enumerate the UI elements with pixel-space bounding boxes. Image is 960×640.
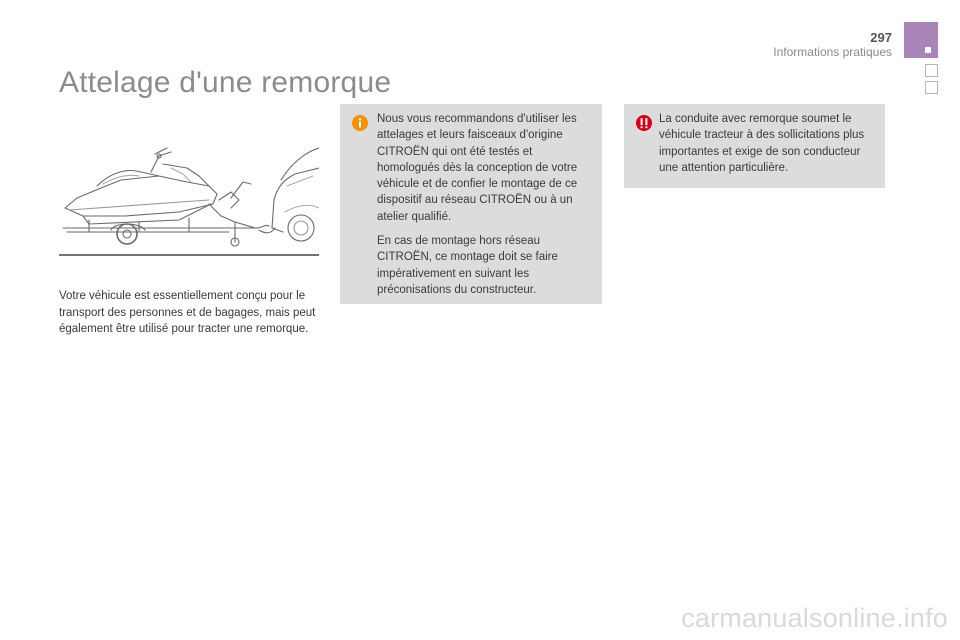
section-name: Informations pratiques	[773, 45, 892, 59]
info-box	[340, 104, 602, 304]
chapter-tab[interactable]	[925, 64, 938, 77]
warning-icon	[636, 115, 652, 131]
warning-box	[624, 104, 885, 188]
info-icon	[352, 115, 368, 131]
trailer-illustration	[59, 142, 319, 260]
page-number: 297	[870, 30, 892, 45]
info-paragraph: En cas de montage hors réseau CITROËN, ce montage doit se faire impérativement en suivant les préconisations du constructeur.	[377, 235, 558, 296]
tab-marker	[925, 47, 931, 53]
info-paragraph: Nous vous recommandons d'utiliser les attelages et leurs faisceaux d'origine CITROËN qui ont été testés et homologués dès la conception de votre véhicule et de confier le montage de ce dispositif au réseau CITROËN ou à un atelier qualifié.	[377, 113, 578, 223]
page-title: Attelage d'une remorque	[59, 66, 392, 99]
chapter-tab[interactable]	[925, 81, 938, 94]
chapter-tab-active[interactable]	[904, 22, 938, 58]
watermark: carmanualsonline.info	[681, 603, 948, 633]
intro-text: Votre véhicule est essentiellement conçu pour le transport des personnes et de bagages, mais peut également être utilisé pour tracter une remorque.	[59, 290, 316, 335]
warning-text: La conduite avec remorque soumet le véhicule tracteur à des sollicitations plus importantes et exige de son conducteur une attention particulière.	[659, 113, 865, 174]
